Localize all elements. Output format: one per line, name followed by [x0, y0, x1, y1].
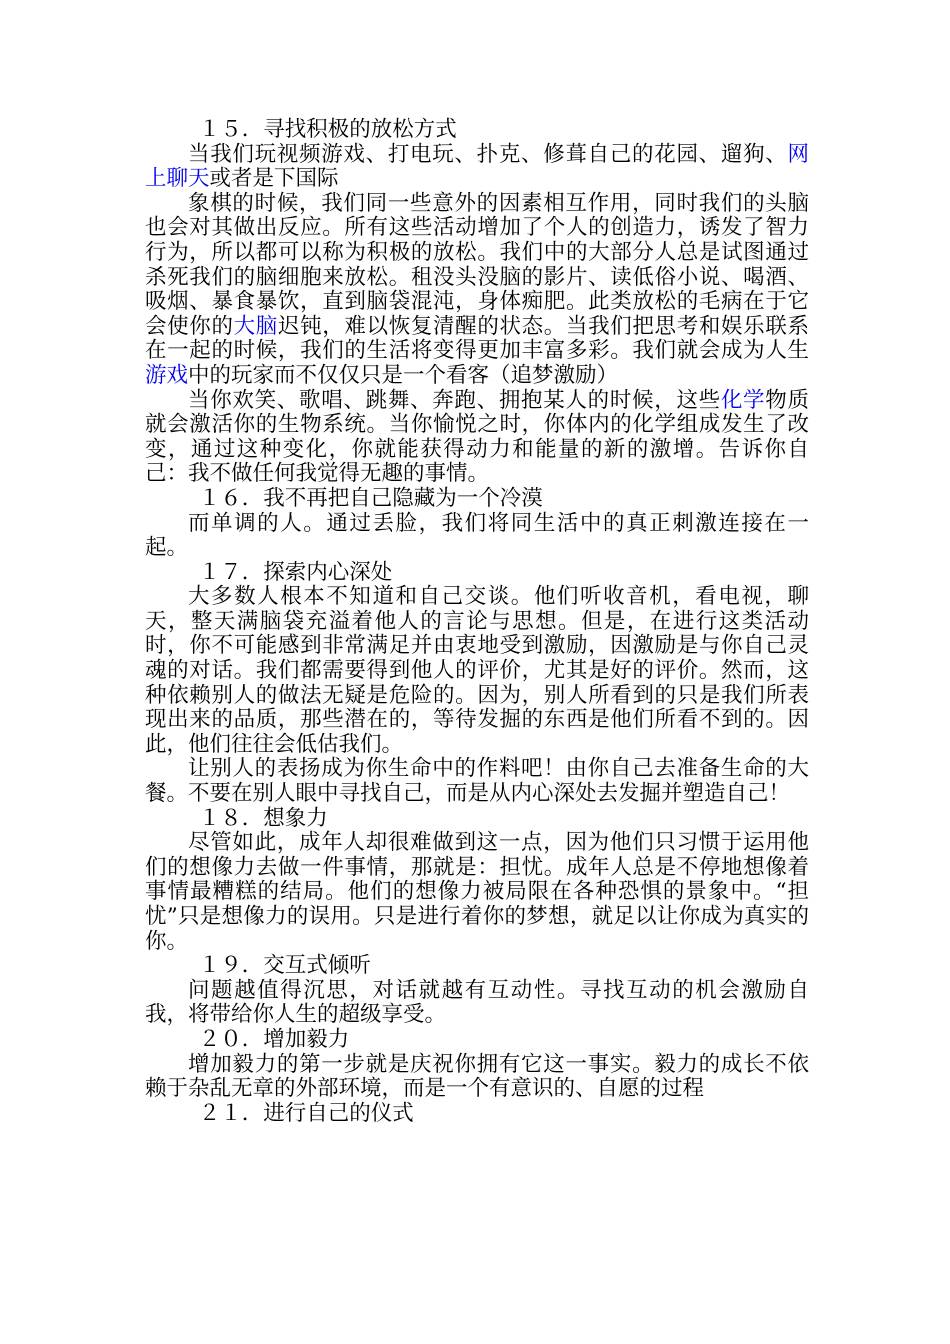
- inline-link[interactable]: 网上聊天: [145, 141, 809, 192]
- body-paragraph: [145, 585, 809, 757]
- text-segment: ２０．增加毅力: [198, 1026, 350, 1052]
- section-heading: [145, 487, 809, 512]
- document-page: [145, 118, 809, 1126]
- text-segment: 当你欢笑、歌唱、跳舞、奔跑、拥抱某人的时候，这些: [188, 387, 721, 413]
- text-segment: １７．探索内心深处: [198, 559, 393, 585]
- section-heading: [145, 561, 809, 586]
- section-heading: [145, 1028, 809, 1053]
- text-segment: 或者是下国际: [209, 166, 339, 192]
- text-segment: １８．想象力: [198, 805, 328, 831]
- text-segment: 大多数人根本不知道和自己交谈。他们听收音机，看电视，聊天，整天满脑袋充溢着他人的言论与思想。但是，在进行这类活动时，你不可能感到非常满足并由衷地受到激励，因激励是与你自己灵魂的对话。我们都需要得到他人的评价，尤其是好的评价。然而，这种依赖别人的做法无疑是危险的。因为，别人所看到的只是我们所表现出来的品质，那些潜在的，等待发掘的东西是他们所看不到的。因此，他们往往会低估我们。: [145, 584, 809, 757]
- section-heading: [145, 118, 809, 143]
- inline-link[interactable]: 游戏: [145, 362, 189, 388]
- body-paragraph: [145, 143, 809, 192]
- text-segment: 迟钝，难以恢复清醒的状态。当我们把思考和娱乐联系在一起的时候，我们的生活将变得更加丰富多彩。我们就会成为人生: [145, 313, 809, 364]
- text-segment: 中的玩家而不仅仅只是一个看客（追梦激励）: [188, 362, 619, 388]
- body-paragraph: [145, 192, 809, 389]
- body-paragraph: [145, 757, 809, 806]
- inline-link[interactable]: 化学: [720, 387, 766, 413]
- section-heading: [145, 954, 809, 979]
- text-segment: １６．我不再把自己隐藏为一个冷漠: [198, 485, 543, 511]
- section-heading: [145, 1102, 809, 1127]
- text-segment: 而单调的人。通过丢脸，我们将同生活中的真正刺激连接在一起。: [145, 510, 809, 561]
- text-segment: １９．交互式倾听: [198, 953, 371, 979]
- text-segment: 问题越值得沉思，对话就越有互动性。寻找互动的机会激励自我，将带给你人生的超级享受。: [145, 977, 809, 1028]
- text-segment: 物质就会激活你的生物系统。当你愉悦之时，你体内的化学组成发生了改变，通过这种变化，你就能获得动力和能量的新的激增。告诉你自己：我不做任何我觉得无趣的事情。: [145, 387, 809, 487]
- body-paragraph: [145, 1053, 809, 1102]
- text-segment: 当我们玩视频游戏、打电玩、扑克、修葺自己的花园、遛狗、: [188, 141, 788, 167]
- body-paragraph: [145, 979, 809, 1028]
- inline-link[interactable]: 大脑: [233, 313, 278, 339]
- text-segment: 让别人的表扬成为你生命中的作料吧！由你自己去准备生命的大餐。不要在别人眼中寻找自己，而是从内心深处去发掘并塑造自己！: [145, 756, 809, 807]
- text-segment: ２１．进行自己的仪式: [198, 1100, 414, 1126]
- text-segment: 尽管如此，成年人却很难做到这一点，因为他们只习惯于运用他们的想像力去做一件事情，那就是：担忧。成年人总是不停地想像着事情最糟糕的结局。他们的想像力被局限在各种恐惧的景象中。“担忧”只是想像力的误用。只是进行着你的梦想，就足以让你成为真实的你。: [145, 830, 809, 954]
- text-segment: 象棋的时候，我们同一些意外的因素相互作用，同时我们的头脑也会对其做出反应。所有这些活动增加了个人的创造力，诱发了智力行为，所以都可以称为积极的放松。我们中的大部分人总是试图通过杀死我们的脑细胞来放松。租没头没脑的影片、读低俗小说、喝酒、吸烟、暴食暴饮，直到脑袋混沌，身体痴肥。此类放松的毛病在于它会使你的: [145, 190, 809, 339]
- text-segment: １５．寻找积极的放松方式: [198, 117, 457, 142]
- body-paragraph: [145, 512, 809, 561]
- section-heading: [145, 807, 809, 832]
- body-paragraph: [145, 831, 809, 954]
- body-paragraph: [145, 389, 809, 487]
- text-segment: 增加毅力的第一步就是庆祝你拥有它这一事实。毅力的成长不依赖于杂乱无章的外部环境，而是一个有意识的、自愿的过程: [145, 1051, 809, 1102]
